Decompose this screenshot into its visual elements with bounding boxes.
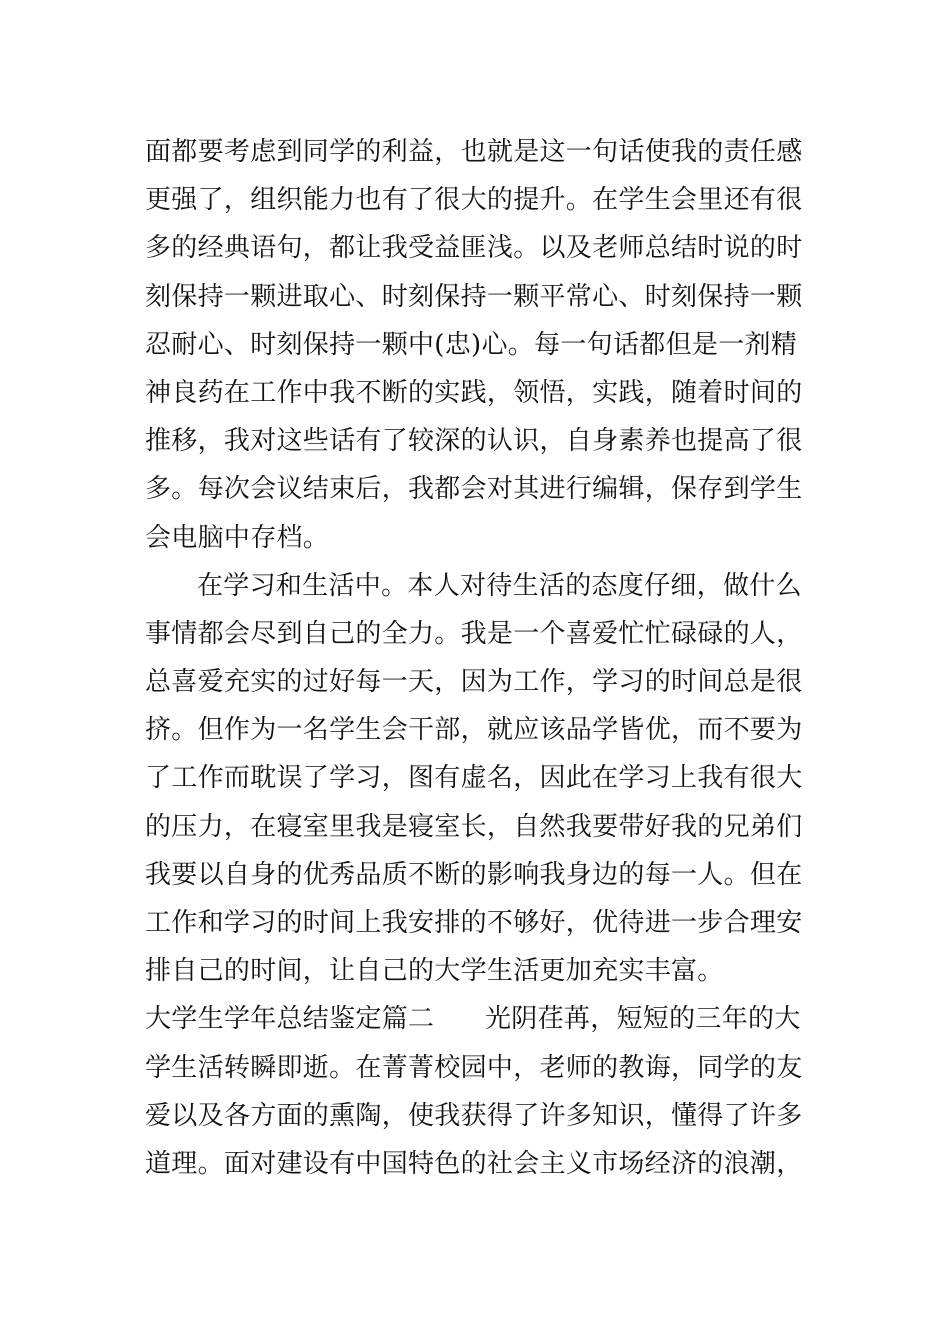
body-text: [145, 128, 815, 1188]
text-line: 神良药在工作中我不断的实践，领悟，实践，随着时间的: [145, 377, 803, 408]
text-line: 了工作而耽误了学习，图有虚名，因此在学习上我有很大: [145, 763, 803, 794]
text-line: 的压力，在寝室里我是寝室长，自然我要带好我的兄弟们: [145, 811, 803, 842]
text-line: 多。每次会议结束后，我都会对其进行编辑，保存到学生: [145, 474, 803, 505]
text-line: 学生活转瞬即逝。在菁菁校园中，老师的教诲，同学的友: [145, 1052, 803, 1083]
text-line: 推移，我对这些话有了较深的认识，自身素养也提高了很: [145, 426, 803, 457]
paragraph-start-line: 在学习和生活中。本人对待生活的态度仔细，做什么: [197, 570, 802, 601]
text-line: 更强了，组织能力也有了很大的提升。在学生会里还有很: [145, 185, 803, 216]
text-line: 刻保持一颗进取心、时刻保持一颗平常心、时刻保持一颗: [145, 281, 803, 312]
text-line: 工作和学习的时间上我安排的不够好，优待进一步合理安: [145, 908, 803, 938]
section-heading: 大学生学年总结鉴定篇二: [145, 1004, 435, 1035]
text-line: 道理。面对建设有中国特色的社会主义市场经济的浪潮，: [145, 1148, 803, 1179]
text-line: 挤。但作为一名学生会干部，就应该品学皆优，而不要为: [145, 715, 803, 746]
section-heading-line: [145, 995, 815, 1043]
text-line: 会电脑中存档。: [145, 522, 330, 553]
text-line: 面都要考虑到同学的利益，也就是这一句话使我的责任感: [145, 137, 803, 167]
text-line: 忍耐心、时刻保持一颗中(忠)心。每一句话都但是一剂精: [145, 329, 798, 360]
text-line: 事情都会尽到自己的全力。我是一个喜爱忙忙碌碌的人，: [145, 618, 803, 649]
section-first-line: 光阴荏苒，短短的三年的大: [485, 1004, 801, 1035]
text-line: 排自己的时间，让自己的大学生活更加充实丰富。: [145, 956, 724, 987]
text-line: 多的经典语句，都让我受益匪浅。以及老师总结时说的时: [145, 233, 803, 264]
text-line: 我要以自身的优秀品质不断的影响我身边的每一人。但在: [145, 859, 803, 890]
text-line: 总喜爱充实的过好每一天，因为工作，学习的时间总是很: [145, 667, 803, 698]
text-line: 爱以及各方面的熏陶，使我获得了许多知识，懂得了许多: [145, 1100, 803, 1131]
